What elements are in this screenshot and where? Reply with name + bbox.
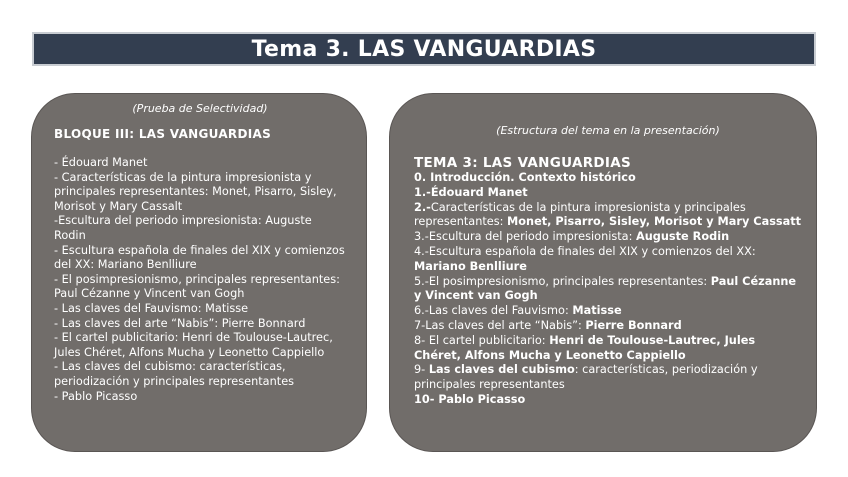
- left-panel-subtitle: (Prueba de Selectividad): [132, 102, 268, 115]
- list-item: 6.-Las claves del Fauvismo: Matisse: [414, 304, 622, 318]
- list-item: - Las claves del arte “Nabis”: Pierre Bonnard: [54, 316, 306, 330]
- page-title: Tema 3. LAS VANGUARDIAS: [251, 36, 597, 62]
- left-panel-heading: BLOQUE III: LAS VANGUARDIAS: [54, 127, 272, 141]
- list-item: - Pablo Picasso: [54, 389, 138, 403]
- list-item: -Escultura del periodo impresionista: Auguste Rodin: [54, 214, 312, 242]
- list-item: 4.-Escultura española de finales del XIX y comienzos del XX: Mariano Benlliure: [414, 244, 756, 273]
- list-item: 7-Las claves del arte “Nabis”: Pierre Bonnard: [414, 318, 682, 332]
- right-panel-subtitle: (Estructura del tema en la presentación): [496, 124, 720, 137]
- list-item: 5.-El posimpresionismo, principales representantes: Paul Cézanne y Vincent van Gogh: [414, 274, 797, 303]
- list-item: - Escultura española de finales del XIX y comienzos del XX: Mariano Benlliure: [54, 243, 345, 272]
- list-item: - Características de la pintura impresionista y principales representantes: Monet, Pisarro, Sisley, Morisot y Mary Cassalt: [54, 170, 337, 213]
- list-item: - Édouard Manet: [54, 156, 148, 169]
- right-panel-heading: TEMA 3: LAS VANGUARDIAS: [414, 155, 632, 171]
- right-panel-list: [414, 171, 802, 408]
- list-item: 2.-Características de la pintura impresionista y principales representantes: Monet, Pisarro, Sisley, Morisot y Mary Cassatt: [414, 200, 802, 229]
- list-item: 8- El cartel publicitario: Henri de Toulouse-Lautrec, Jules Chéret, Alfons Mucha y Leonetto Cappiello: [414, 333, 756, 362]
- list-item: - El cartel publicitario: Henri de Toulouse-Lautrec, Jules Chéret, Alfons Mucha y Leonetto Cappiello: [54, 331, 333, 359]
- list-item: 9- Las claves del cubismo: características, periodización y principales representantes: [414, 363, 758, 392]
- list-item: - Las claves del Fauvismo: Matisse: [54, 301, 249, 315]
- list-item: 0. Introducción. Contexto histórico: [414, 171, 636, 184]
- right-panel: [389, 93, 817, 452]
- list-item: 10- Pablo Picasso: [414, 392, 526, 406]
- list-item: - Las claves del cubismo: características, periodización y principales representantes: [54, 360, 295, 388]
- list-item: 1.-Édouard Manet: [414, 185, 528, 199]
- left-panel: [31, 93, 367, 452]
- list-item: - El posimpresionismo, principales representantes: Paul Cézanne y Vincent van Gogh: [54, 272, 340, 301]
- list-item: 3.-Escultura del periodo impresionista: Auguste Rodin: [414, 230, 730, 244]
- left-panel-list: [54, 156, 346, 404]
- title-banner: [32, 32, 816, 66]
